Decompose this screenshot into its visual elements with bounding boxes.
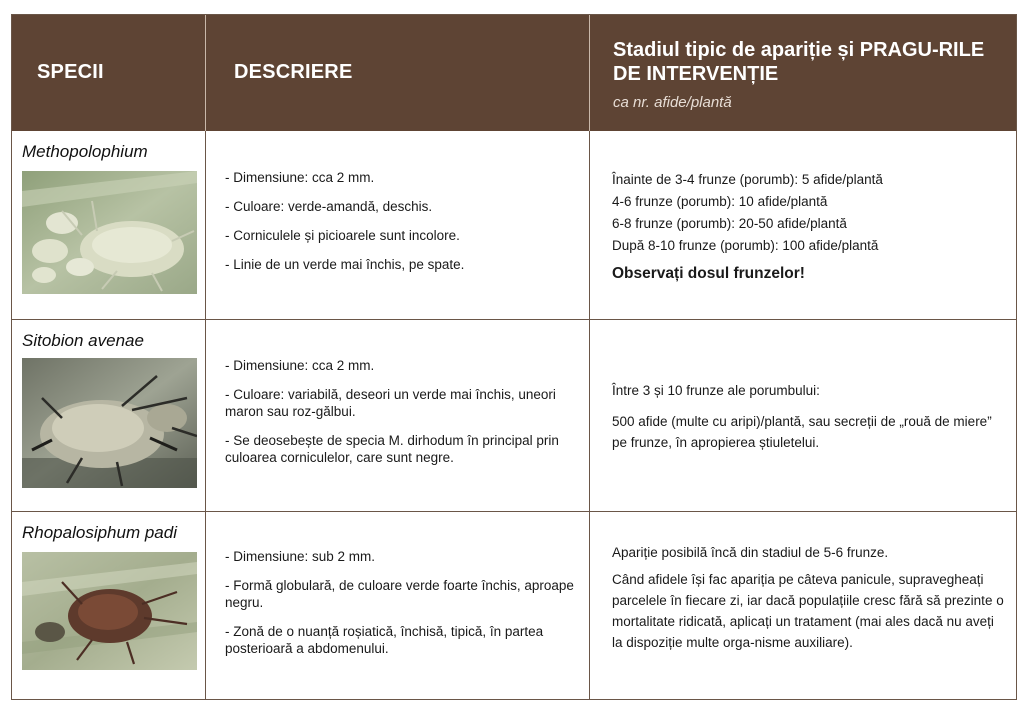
description-list <box>225 357 575 478</box>
species-name: Rhopalosiphum padi <box>22 523 177 542</box>
table-header <box>12 15 1016 131</box>
description-item: - Dimensiune: sub 2 mm. <box>225 549 376 564</box>
description-item: - Zonă de o nuanță roșiatică, închisă, tipică, în partea posterioară a abdomenului. <box>225 624 544 656</box>
threshold-line: După 8-10 frunze (porumb): 100 afide/plantă <box>612 238 879 253</box>
threshold-line: Când afidele își fac apariția pe câteva panicule, supravegheați parcelele în fiecare zi, iar dacă populațiile cresc fără să prezinte o mortalitate ridicată, aplicați un tratament (mai ales dacă nu aveți la dispoziție multe orga-nisme auxiliare). <box>612 572 1004 650</box>
aphid-photo-icon <box>22 552 197 670</box>
table-row <box>12 131 1016 319</box>
threshold-info <box>612 542 1007 659</box>
description-item: - Se deosebește de specia M. dirhodum în principal prin culoarea corniculelor, care sunt negre. <box>225 433 559 465</box>
threshold-line: Apariție posibilă încă din stadiul de 5-6 frunze. <box>612 545 889 560</box>
column-divider <box>205 320 206 511</box>
column-divider <box>205 131 206 319</box>
description-item: - Culoare: variabilă, deseori un verde mai închis, uneori maron sau roz-gălbui. <box>225 387 556 419</box>
header-species-cell <box>12 15 205 131</box>
description-item: - Culoare: verde-amandă, deschis. <box>225 199 433 214</box>
description-item: - Corniculele și picioarele sunt incolore. <box>225 228 460 243</box>
threshold-line: 500 afide (multe cu aripi)/plantă, sau secreții de „rouă de miere” pe frunze, în apropierea știuletelui. <box>612 414 992 450</box>
header-threshold-cell <box>589 15 1016 131</box>
aphid-species-table <box>11 14 1017 700</box>
species-name: Methopolophium <box>22 142 148 161</box>
description-item: - Dimensiune: cca 2 mm. <box>225 358 375 373</box>
description-list <box>225 169 575 285</box>
threshold-info <box>612 169 1007 285</box>
aphid-photo-icon <box>22 171 197 294</box>
column-divider <box>205 512 206 699</box>
threshold-line: 6-8 frunze (porumb): 20-50 afide/plantă <box>612 216 847 231</box>
description-list <box>225 548 575 669</box>
aphid-photo-icon <box>22 358 197 488</box>
threshold-line: 4-6 frunze (porumb): 10 afide/plantă <box>612 194 828 209</box>
column-divider <box>589 512 590 699</box>
header-description-cell <box>205 15 589 131</box>
column-divider <box>589 320 590 511</box>
description-item: - Formă globulară, de culoare verde foarte închis, aproape negru. <box>225 578 574 610</box>
header-threshold-subtitle: ca nr. afide/plantă <box>613 94 732 111</box>
column-divider <box>589 131 590 319</box>
threshold-info <box>612 380 1007 463</box>
threshold-note: Observați dosul frunzelor! <box>612 265 805 282</box>
table-row <box>12 511 1016 699</box>
header-species: SPECII <box>37 61 104 83</box>
threshold-line: Între 3 și 10 frunze ale porumbului: <box>612 383 820 398</box>
table-row <box>12 319 1016 511</box>
species-name: Sitobion avenae <box>22 331 144 350</box>
threshold-line: Înainte de 3-4 frunze (porumb): 5 afide/plantă <box>612 172 883 187</box>
header-description: DESCRIERE <box>234 61 353 83</box>
description-item: - Linie de un verde mai închis, pe spate. <box>225 257 465 272</box>
description-item: - Dimensiune: cca 2 mm. <box>225 170 375 185</box>
header-threshold-title: Stadiul tipic de apariție și PRAGU-RILE DE INTERVENȚIE <box>613 39 985 85</box>
